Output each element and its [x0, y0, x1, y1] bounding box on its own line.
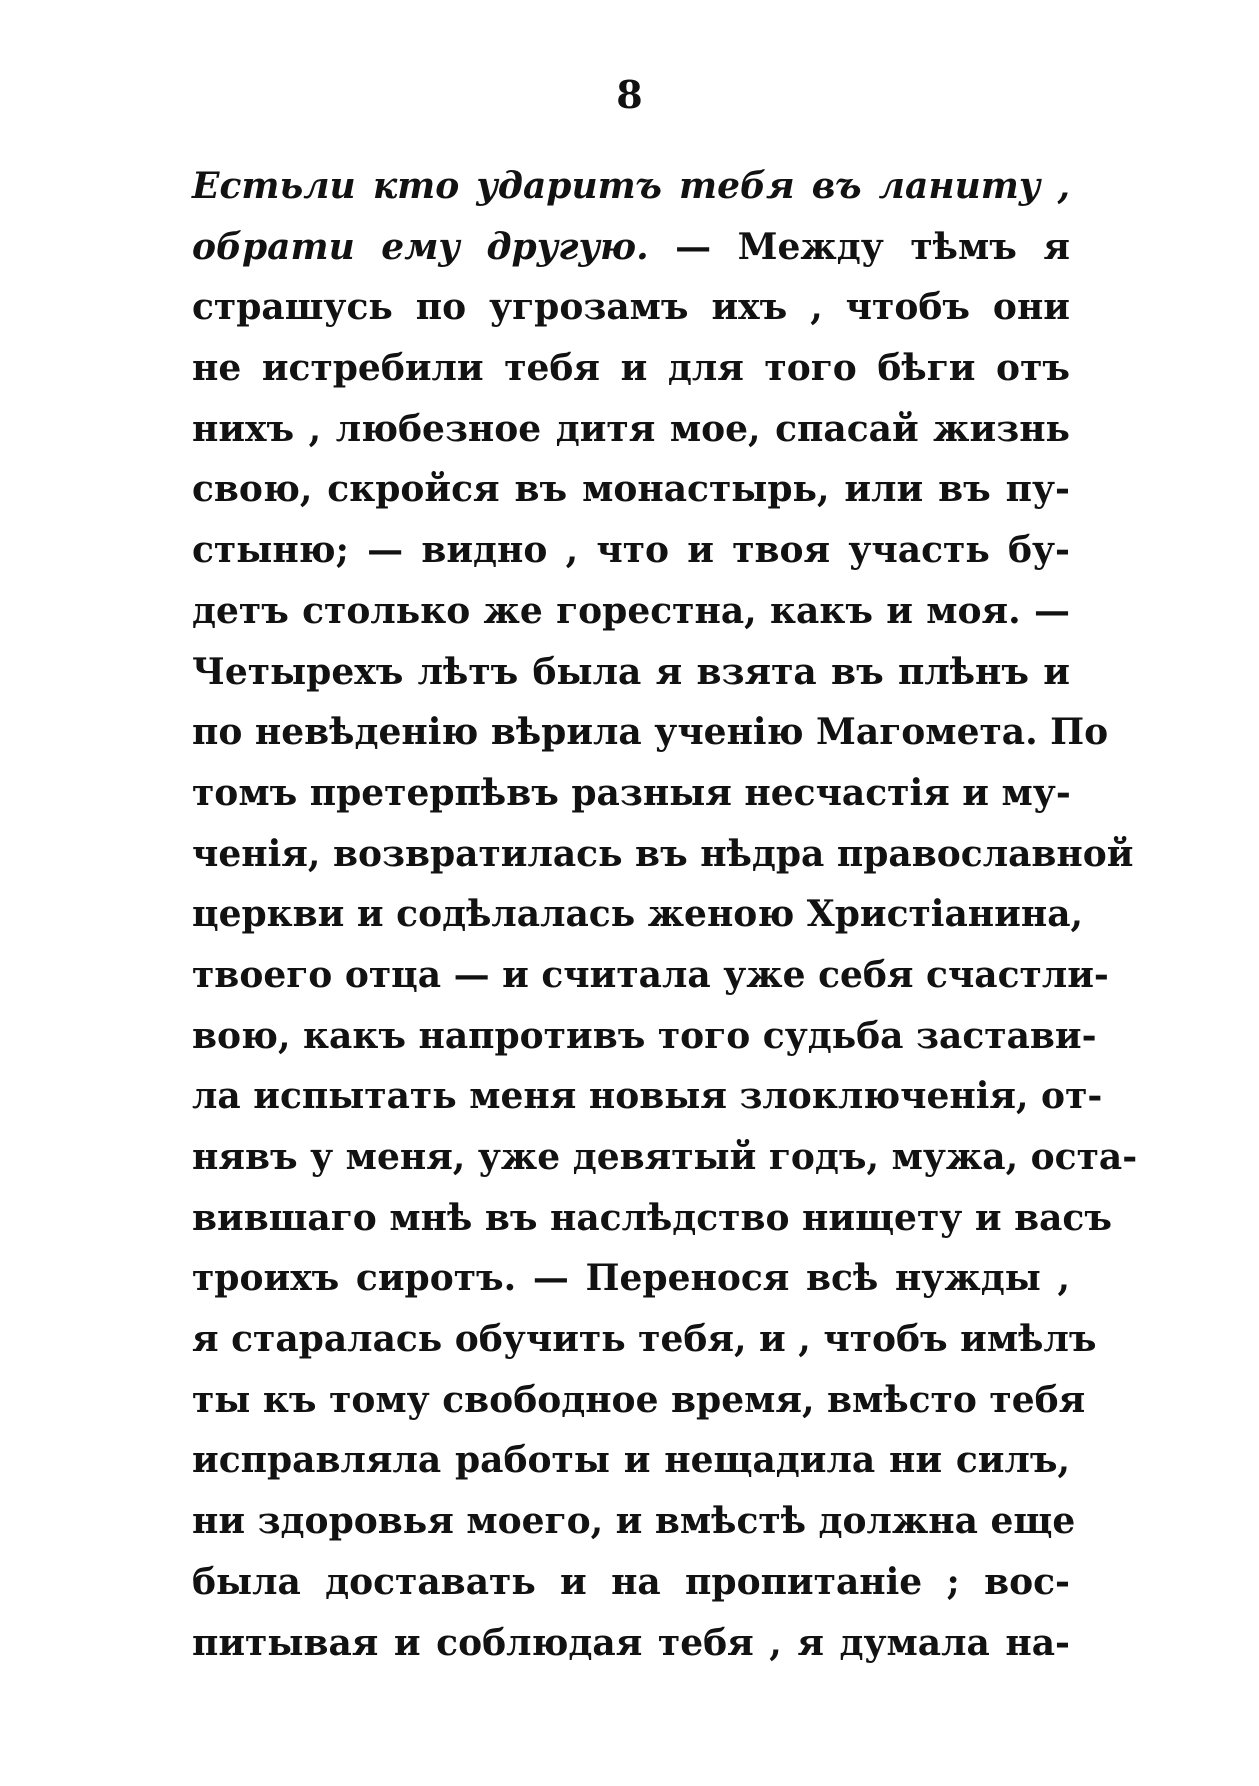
text-line: исправляла работы и нещадила ни силъ, [192, 1439, 1070, 1482]
text-line: томъ претерпѣвъ разныя несчастія и му- [192, 771, 1071, 814]
text-line: по невѣденію вѣрила ученію Магомета. По [192, 711, 1109, 754]
text-line: твоего отца — и считала уже себя счастли- [192, 953, 1109, 996]
text-line: была доставать и на пропитаніе ; вос- [192, 1560, 1070, 1603]
italic-fragment: обрати ему другую. [192, 225, 649, 268]
text-line: ты къ тому свободное время, вмѣсто тебя [192, 1378, 1086, 1421]
text-line [192, 217, 1070, 278]
text-line: свою, скройся въ монастырь, или въ пу- [192, 468, 1070, 511]
text-line: нихъ , любезное дитя мое, спасай жизнь [192, 407, 1070, 450]
page-number: 8 [616, 72, 643, 117]
text-line: ла испытать меня новыя злоключенія, от- [192, 1075, 1103, 1118]
text-line: троихъ сиротъ. — Перенося всѣ нужды , [192, 1257, 1070, 1300]
text-line: Четырехъ лѣтъ была я взята въ плѣнъ и [192, 650, 1070, 693]
text-line: детъ столько же горестна, какъ и моя. — [192, 589, 1070, 632]
text-line: церкви и содѣлалась женою Христіанина, [192, 893, 1084, 936]
body-text [192, 156, 1138, 1673]
text-line: нявъ у меня, уже девятый годъ, мужа, оста- [192, 1136, 1138, 1178]
text-line: ни здоровья моего, и вмѣстѣ должна еще [192, 1500, 1076, 1543]
text-line: стыню; — видно , что и твоя участь бу- [192, 529, 1070, 572]
text-line: ченія, возвратилась въ нѣдра православной [192, 832, 1134, 875]
text-line: не истребили тебя и для того бѣги отъ [192, 347, 1070, 390]
text-line: питывая и соблюдая тебя , я думала на- [192, 1621, 1070, 1664]
roman-fragment: — Между тѣмъ я [648, 225, 1070, 268]
text-line: вившаго мнѣ въ наслѣдство нищету и васъ [192, 1196, 1112, 1239]
text-line: я старалась обучить тебя, и , чтобъ имѣлъ [192, 1318, 1097, 1361]
text-line: вою, какъ напротивъ того судьба застави- [192, 1014, 1097, 1057]
text-line: страшусь по угрозамъ ихъ , чтобъ они [192, 286, 1070, 329]
text-line: Естьли кто ударитъ тебя въ ланиту , [192, 165, 1070, 207]
